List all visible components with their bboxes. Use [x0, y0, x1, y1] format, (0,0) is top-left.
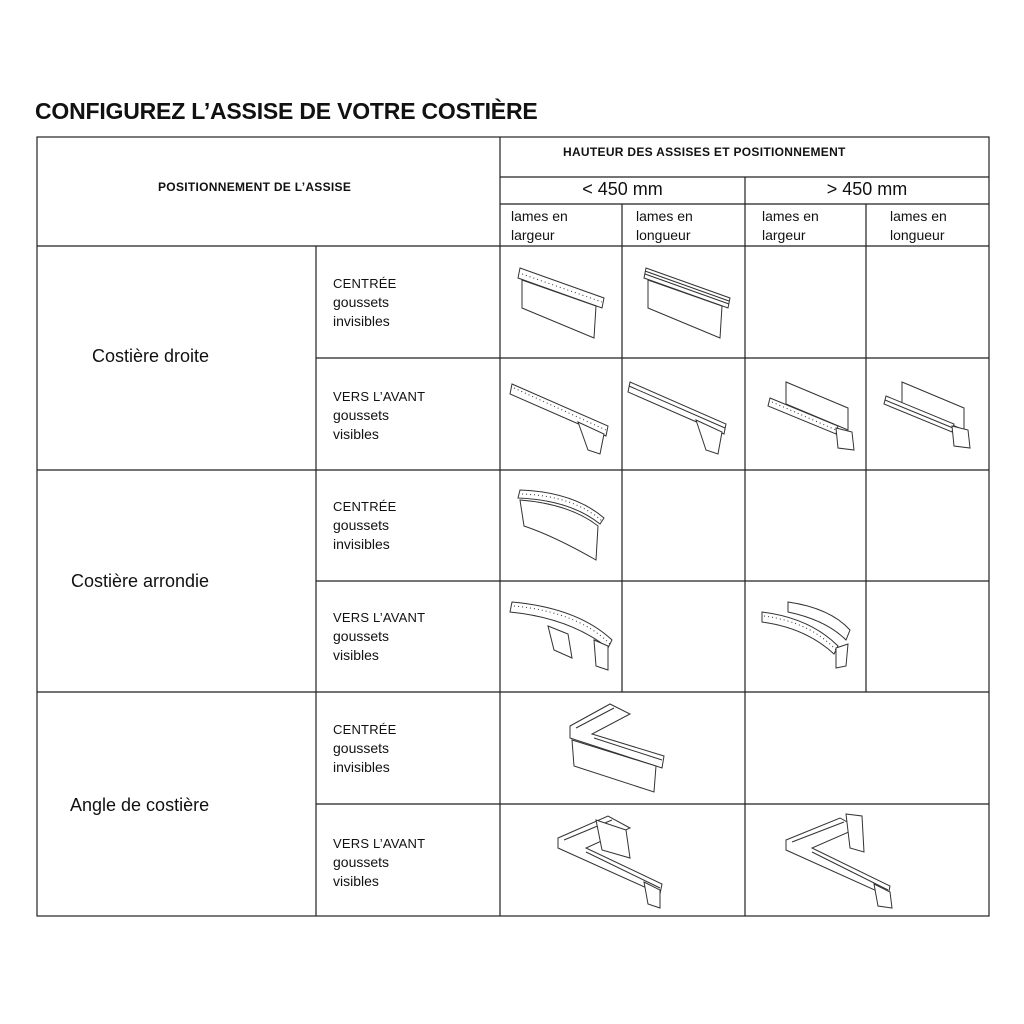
position-centree: CENTRÉE goussets invisibles [333, 499, 397, 552]
bench-straight-centered-width-icon [512, 262, 612, 342]
group-angle-costiere: Angle de costière [70, 795, 210, 815]
position-avant: VERS L’AVANT goussets visibles [333, 836, 426, 889]
bench-angle-centered-icon [566, 700, 671, 795]
bench-straight-front-length-icon [626, 374, 736, 459]
bench-curved-centered-icon [514, 486, 609, 566]
bench-angle-front-high-icon [784, 812, 899, 912]
col-header-1: lames en largeur [511, 208, 568, 243]
col-header-3: lames en largeur [762, 208, 819, 243]
position-avant: VERS L’AVANT goussets visibles [333, 389, 426, 442]
group-costiere-droite: Costière droite [92, 346, 210, 366]
col-header-4: lames en longueur [890, 208, 947, 243]
bench-straight-centered-length-icon [638, 262, 738, 342]
bench-curved-front-width-icon [508, 596, 618, 676]
position-centree: CENTRÉE goussets invisibles [333, 722, 397, 775]
range-under-450: < 450 mm [582, 179, 663, 199]
bench-high-front-length-icon [882, 378, 977, 458]
group-costiere-arrondie: Costière arrondie [71, 571, 210, 591]
bench-angle-front-low-icon [556, 814, 671, 914]
header-hauteur: HAUTEUR DES ASSISES ET POSITIONNEMENT [563, 145, 846, 159]
page-title: CONFIGUREZ L’ASSISE DE VOTRE COSTIÈRE [35, 98, 538, 124]
range-over-450: > 450 mm [826, 179, 908, 199]
header-positionnement: POSITIONNEMENT DE L’ASSISE [158, 180, 352, 194]
position-centree: CENTRÉE goussets invisibles [333, 276, 397, 329]
col-header-2: lames en longueur [636, 208, 693, 243]
bench-curved-high-front-icon [760, 598, 855, 673]
position-avant: VERS L’AVANT goussets visibles [333, 610, 426, 663]
bench-straight-front-width-icon [508, 374, 618, 459]
bench-high-front-width-icon [766, 378, 861, 458]
